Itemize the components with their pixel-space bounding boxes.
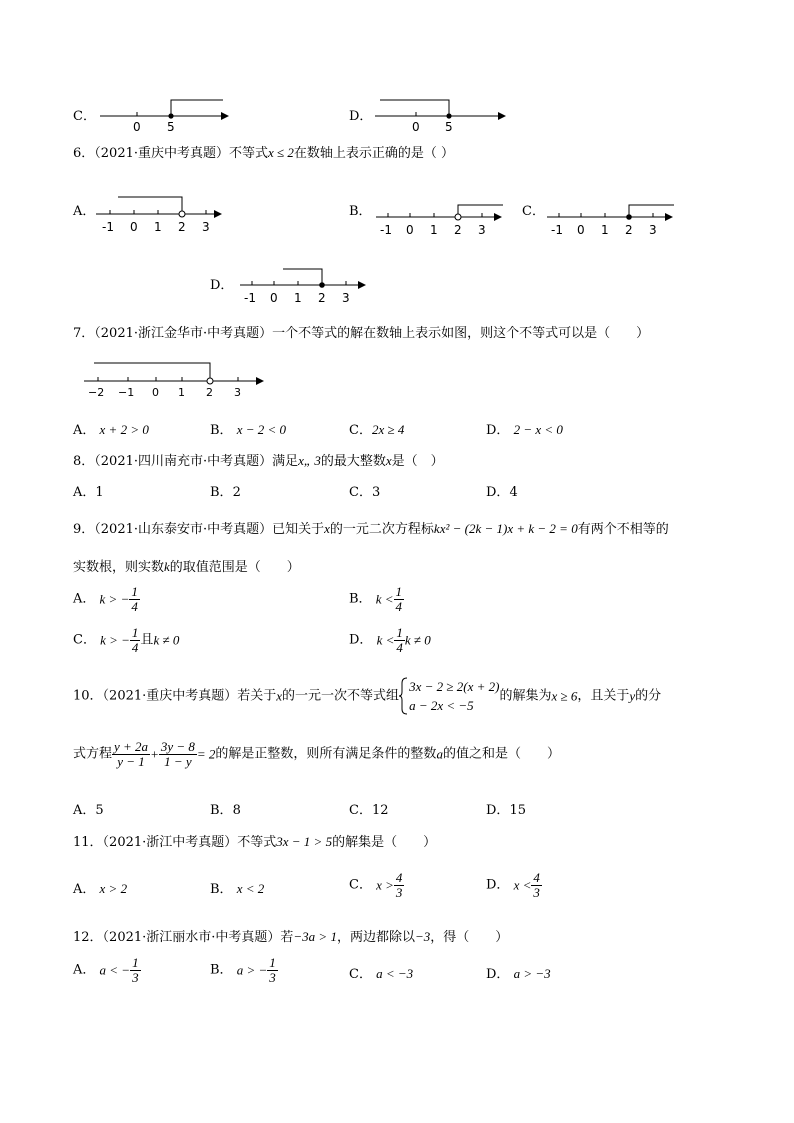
q10-option-d[interactable]: D．15 [486, 803, 526, 818]
q12-stem: 12．（2021·浙江丽水市·中考真题）若−3a > 1，两边都除以−3，得（ ） [73, 929, 509, 945]
svg-text:−1: −1 [118, 386, 135, 399]
svg-text:3: 3 [649, 223, 657, 237]
q10-option-c[interactable]: C．12 [349, 803, 389, 818]
q5-option-d-number-line [372, 92, 512, 134]
q8-option-b[interactable]: B．2 [210, 485, 241, 500]
q7-option-c[interactable]: C．2x ≥ 4 [349, 422, 405, 438]
q8-option-a[interactable]: A．1 [73, 485, 104, 500]
q9-option-a[interactable]: A． k > − $\frac{1}{4}$ [73, 584, 138, 614]
svg-text:−2: −2 [88, 386, 105, 399]
q12-option-b[interactable]: B． a > − $\frac{1}{3}$ [210, 955, 276, 985]
svg-text:0: 0 [152, 386, 159, 399]
q10-stem-line2: 式方程 $\frac{y + 2a}{y - 1}$ + $\frac{3y - 8}{1 - y}$ = 2的解是正整数，则所有满足条件的整数a的值之和是（ ） [73, 739, 560, 769]
q6-option-d-label: D． [210, 278, 234, 293]
q9-option-d[interactable]: D． k < $\frac{1}{4}$ k ≠ 0 [349, 625, 431, 655]
svg-text:2: 2 [318, 291, 326, 305]
q6-option-b-label: B． [349, 204, 372, 219]
q6-option-c-label: C． [522, 204, 545, 219]
svg-text:1: 1 [178, 386, 185, 399]
svg-text:0: 0 [406, 223, 414, 237]
svg-text:2: 2 [178, 220, 186, 234]
svg-text:-1: -1 [102, 220, 114, 234]
q5-option-c-number-line [95, 92, 235, 134]
svg-text:1: 1 [294, 291, 302, 305]
tick-0: 0 [412, 120, 420, 134]
q12-option-a[interactable]: A． a < − $\frac{1}{3}$ [73, 955, 139, 985]
svg-text:3: 3 [202, 220, 210, 234]
svg-text:1: 1 [430, 223, 438, 237]
q9-option-b[interactable]: B． k < $\frac{1}{4}$ [349, 584, 402, 614]
svg-text:3: 3 [342, 291, 350, 305]
svg-text:3: 3 [478, 223, 486, 237]
svg-text:0: 0 [130, 220, 138, 234]
svg-text:0: 0 [577, 223, 585, 237]
svg-text:-1: -1 [244, 291, 256, 305]
svg-text:1: 1 [601, 223, 609, 237]
q6-option-d-number-line [236, 263, 376, 308]
q8-stem: 8．（2021·四川南充市·中考真题）满足x„ 3的最大整数x是（ ） [73, 453, 444, 469]
svg-text:1: 1 [154, 220, 162, 234]
q10-option-a[interactable]: A．5 [73, 803, 104, 818]
q5-option-c-label: C． [73, 109, 96, 124]
q11-option-a[interactable]: A． x > 2 [73, 881, 128, 897]
svg-text:0: 0 [270, 291, 278, 305]
q11-option-b[interactable]: B． x < 2 [210, 881, 265, 897]
q8-option-c[interactable]: C．3 [349, 485, 381, 500]
svg-text:3: 3 [234, 386, 241, 399]
q8-option-d[interactable]: D．4 [486, 485, 518, 500]
q11-stem: 11．（2021·浙江中考真题）不等式3x − 1 > 5的解集是（ ） [73, 834, 437, 850]
q11-option-c[interactable]: C． x > $\frac{4}{3}$ [349, 870, 403, 900]
q10-option-b[interactable]: B．8 [210, 803, 241, 818]
q7-number-line [80, 355, 270, 400]
tick-5: 5 [167, 120, 175, 134]
q5-option-d-label: D． [349, 109, 373, 124]
q11-option-d[interactable]: D． x < $\frac{4}{3}$ [486, 870, 540, 900]
q9-option-c[interactable]: C． k > − $\frac{1}{4}$ 且k ≠ 0 [73, 625, 180, 655]
q9-stem-line1: 9．（2021·山东泰安市·中考真题）已知关于x的一元二次方程标kx² − (2k − 1)x + k − 2 = 0有两个不相等的 [73, 521, 669, 537]
q6-option-a-number-line [92, 190, 232, 240]
q7-option-a[interactable]: A． x + 2 > 0 [73, 422, 149, 438]
q10-stem-line1: 10．（2021·重庆中考真题）若关于x的一元一次不等式组 3x − 2 ≥ 2(x + 2) a − 2x < −5 的解集为x ≥ 6，且关于y的分 [73, 679, 662, 713]
inequality-system: 3x − 2 ≥ 2(x + 2) a − 2x < −5 [399, 677, 499, 715]
q12-option-d[interactable]: D． a > −3 [486, 966, 551, 982]
q7-option-d[interactable]: D． 2 − x < 0 [486, 422, 563, 438]
q6-option-b-number-line [372, 197, 512, 242]
tick-0: 0 [133, 120, 141, 134]
q6-option-a-label: A． [73, 204, 96, 219]
svg-text:2: 2 [206, 386, 213, 399]
q7-stem: 7．（2021·浙江金华市·中考真题）一个不等式的解在数轴上表示如图，则这个不等式可以是（ ） [73, 326, 650, 341]
q7-option-b[interactable]: B． x − 2 < 0 [210, 422, 287, 438]
svg-text:-1: -1 [551, 223, 563, 237]
tick-5: 5 [445, 120, 453, 134]
q12-option-c[interactable]: C． a < −3 [349, 966, 414, 982]
svg-text:2: 2 [625, 223, 633, 237]
q9-stem-line2: 实数根，则实数k的取值范围是（ ） [73, 559, 300, 575]
svg-text:2: 2 [454, 223, 462, 237]
q6-stem: 6．（2021·重庆中考真题）不等式x ≤ 2在数轴上表示正确的是（ ） [73, 145, 455, 161]
svg-text:-1: -1 [380, 223, 392, 237]
q6-option-c-number-line [543, 197, 683, 242]
